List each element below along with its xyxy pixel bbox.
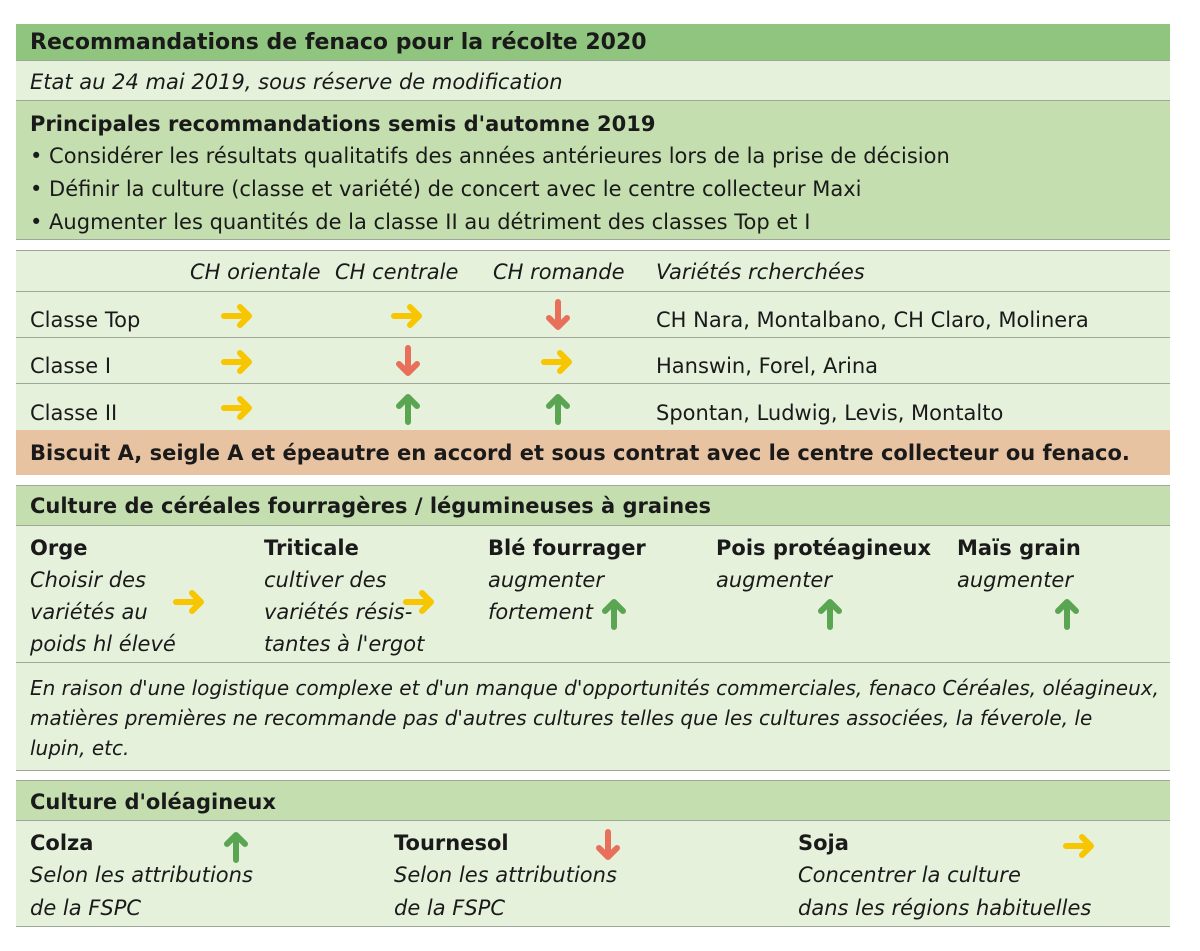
oilseed-item-text: de la FSPC — [394, 896, 506, 920]
arrow-right-icon — [170, 582, 210, 622]
arrow-up-icon — [216, 826, 256, 866]
divider — [16, 926, 1170, 927]
divider — [16, 100, 1170, 101]
fodder-note: En raison d'une logistique complexe et d'un manque d'opportunités commerciales, fenaco Céréales, oléagineux, — [30, 676, 1159, 700]
autumn-bullet: • Considérer les résultats qualitatifs des années antérieures lors de la prise de décision — [30, 144, 950, 168]
fodder-body-band — [16, 525, 1170, 770]
divider — [16, 485, 1170, 486]
table-row-label: Classe I — [30, 354, 112, 378]
oilseed-item-text: de la FSPC — [30, 896, 142, 920]
table-header: Variétés rcherchées — [656, 260, 865, 284]
divider — [16, 383, 1170, 384]
status-note: Etat au 24 mai 2019, sous réserve de modification — [30, 70, 563, 94]
table-header: CH romande — [493, 260, 625, 284]
oilseed-item-text: Selon les attributions — [394, 863, 617, 887]
fodder-item-text: augmenter — [716, 568, 832, 592]
fodder-note: matières premières ne recommande pas d'autres cultures telles que les cultures associées, la féverole, le — [30, 706, 1093, 730]
arrow-right-icon — [1060, 826, 1100, 866]
fodder-item-name: Blé fourrager — [488, 536, 646, 560]
oilseed-item-name: Tournesol — [394, 831, 509, 855]
fodder-item-name: Maïs grain — [957, 536, 1081, 560]
divider — [16, 770, 1170, 771]
table-row-varieties: CH Nara, Montalbano, CH Claro, Molinera — [656, 308, 1089, 332]
fodder-item-name: Orge — [30, 536, 88, 560]
divider — [16, 337, 1170, 338]
arrow-right-icon — [538, 342, 578, 382]
divider — [16, 525, 1170, 526]
fodder-item-name: Pois protéagineux — [716, 536, 932, 560]
oilseed-heading: Culture d'oléagineux — [30, 790, 276, 814]
oilseed-item-text: Selon les attributions — [30, 863, 253, 887]
divider — [16, 820, 1170, 821]
arrow-down-icon — [388, 342, 428, 382]
arrow-right-icon — [400, 582, 440, 622]
fodder-item-text: poids hl élevé — [30, 632, 176, 656]
table-row-varieties: Spontan, Ludwig, Levis, Montalto — [656, 401, 1004, 425]
fodder-item-text: cultiver des — [264, 568, 387, 592]
arrow-down-icon — [538, 296, 578, 336]
divider — [16, 250, 1170, 251]
fodder-item-text: variétés résis- — [264, 600, 413, 624]
table-row-varieties: Hanswin, Forel, Arina — [656, 354, 879, 378]
fodder-item-text: fortement — [488, 600, 593, 624]
divider — [16, 662, 1170, 663]
arrow-right-icon — [218, 342, 258, 382]
oilseed-item-text: Concentrer la culture — [798, 863, 1021, 887]
table-row-label: Classe Top — [30, 308, 141, 332]
biscuit-note: Biscuit A, seigle A et épeautre en accord et sous contrat avec le centre collecteur ou fenaco. — [30, 441, 1130, 465]
autumn-bullet: • Augmenter les quantités de la classe II au détriment des classes Top et I — [30, 210, 811, 234]
arrow-up-icon — [1047, 593, 1087, 633]
fodder-item-name: Triticale — [264, 536, 359, 560]
autumn-heading: Principales recommandations semis d'automne 2019 — [30, 112, 656, 136]
fodder-item-text: augmenter — [488, 568, 604, 592]
arrow-up-icon — [810, 593, 850, 633]
fodder-item-text: variétés au — [30, 600, 148, 624]
divider — [16, 239, 1170, 240]
arrow-right-icon — [388, 296, 428, 336]
fodder-note: lupin, etc. — [30, 736, 130, 760]
oilseed-item-text: dans les régions habituelles — [798, 896, 1092, 920]
arrow-up-icon — [538, 388, 578, 428]
table-header: CH orientale — [190, 260, 321, 284]
fodder-item-text: augmenter — [957, 568, 1073, 592]
divider — [16, 780, 1170, 781]
divider — [16, 60, 1170, 61]
arrow-right-icon — [218, 388, 258, 428]
oilseed-item-name: Soja — [798, 831, 849, 855]
fodder-heading: Culture de céréales fourragères / légumineuses à graines — [30, 494, 711, 518]
arrow-right-icon — [218, 296, 258, 336]
table-header: CH centrale — [335, 260, 459, 284]
arrow-up-icon — [388, 388, 428, 428]
fodder-item-text: Choisir des — [30, 568, 146, 592]
fodder-item-text: tantes à l'ergot — [264, 632, 425, 656]
arrow-up-icon — [594, 593, 634, 633]
divider — [16, 291, 1170, 292]
autumn-bullet: • Définir la culture (classe et variété) de concert avec le centre collecteur Maxi — [30, 177, 862, 201]
oilseed-item-name: Colza — [30, 831, 94, 855]
page-title: Recommandations de fenaco pour la récolte 2020 — [30, 30, 647, 55]
arrow-down-icon — [588, 826, 628, 866]
table-row-label: Classe II — [30, 401, 118, 425]
